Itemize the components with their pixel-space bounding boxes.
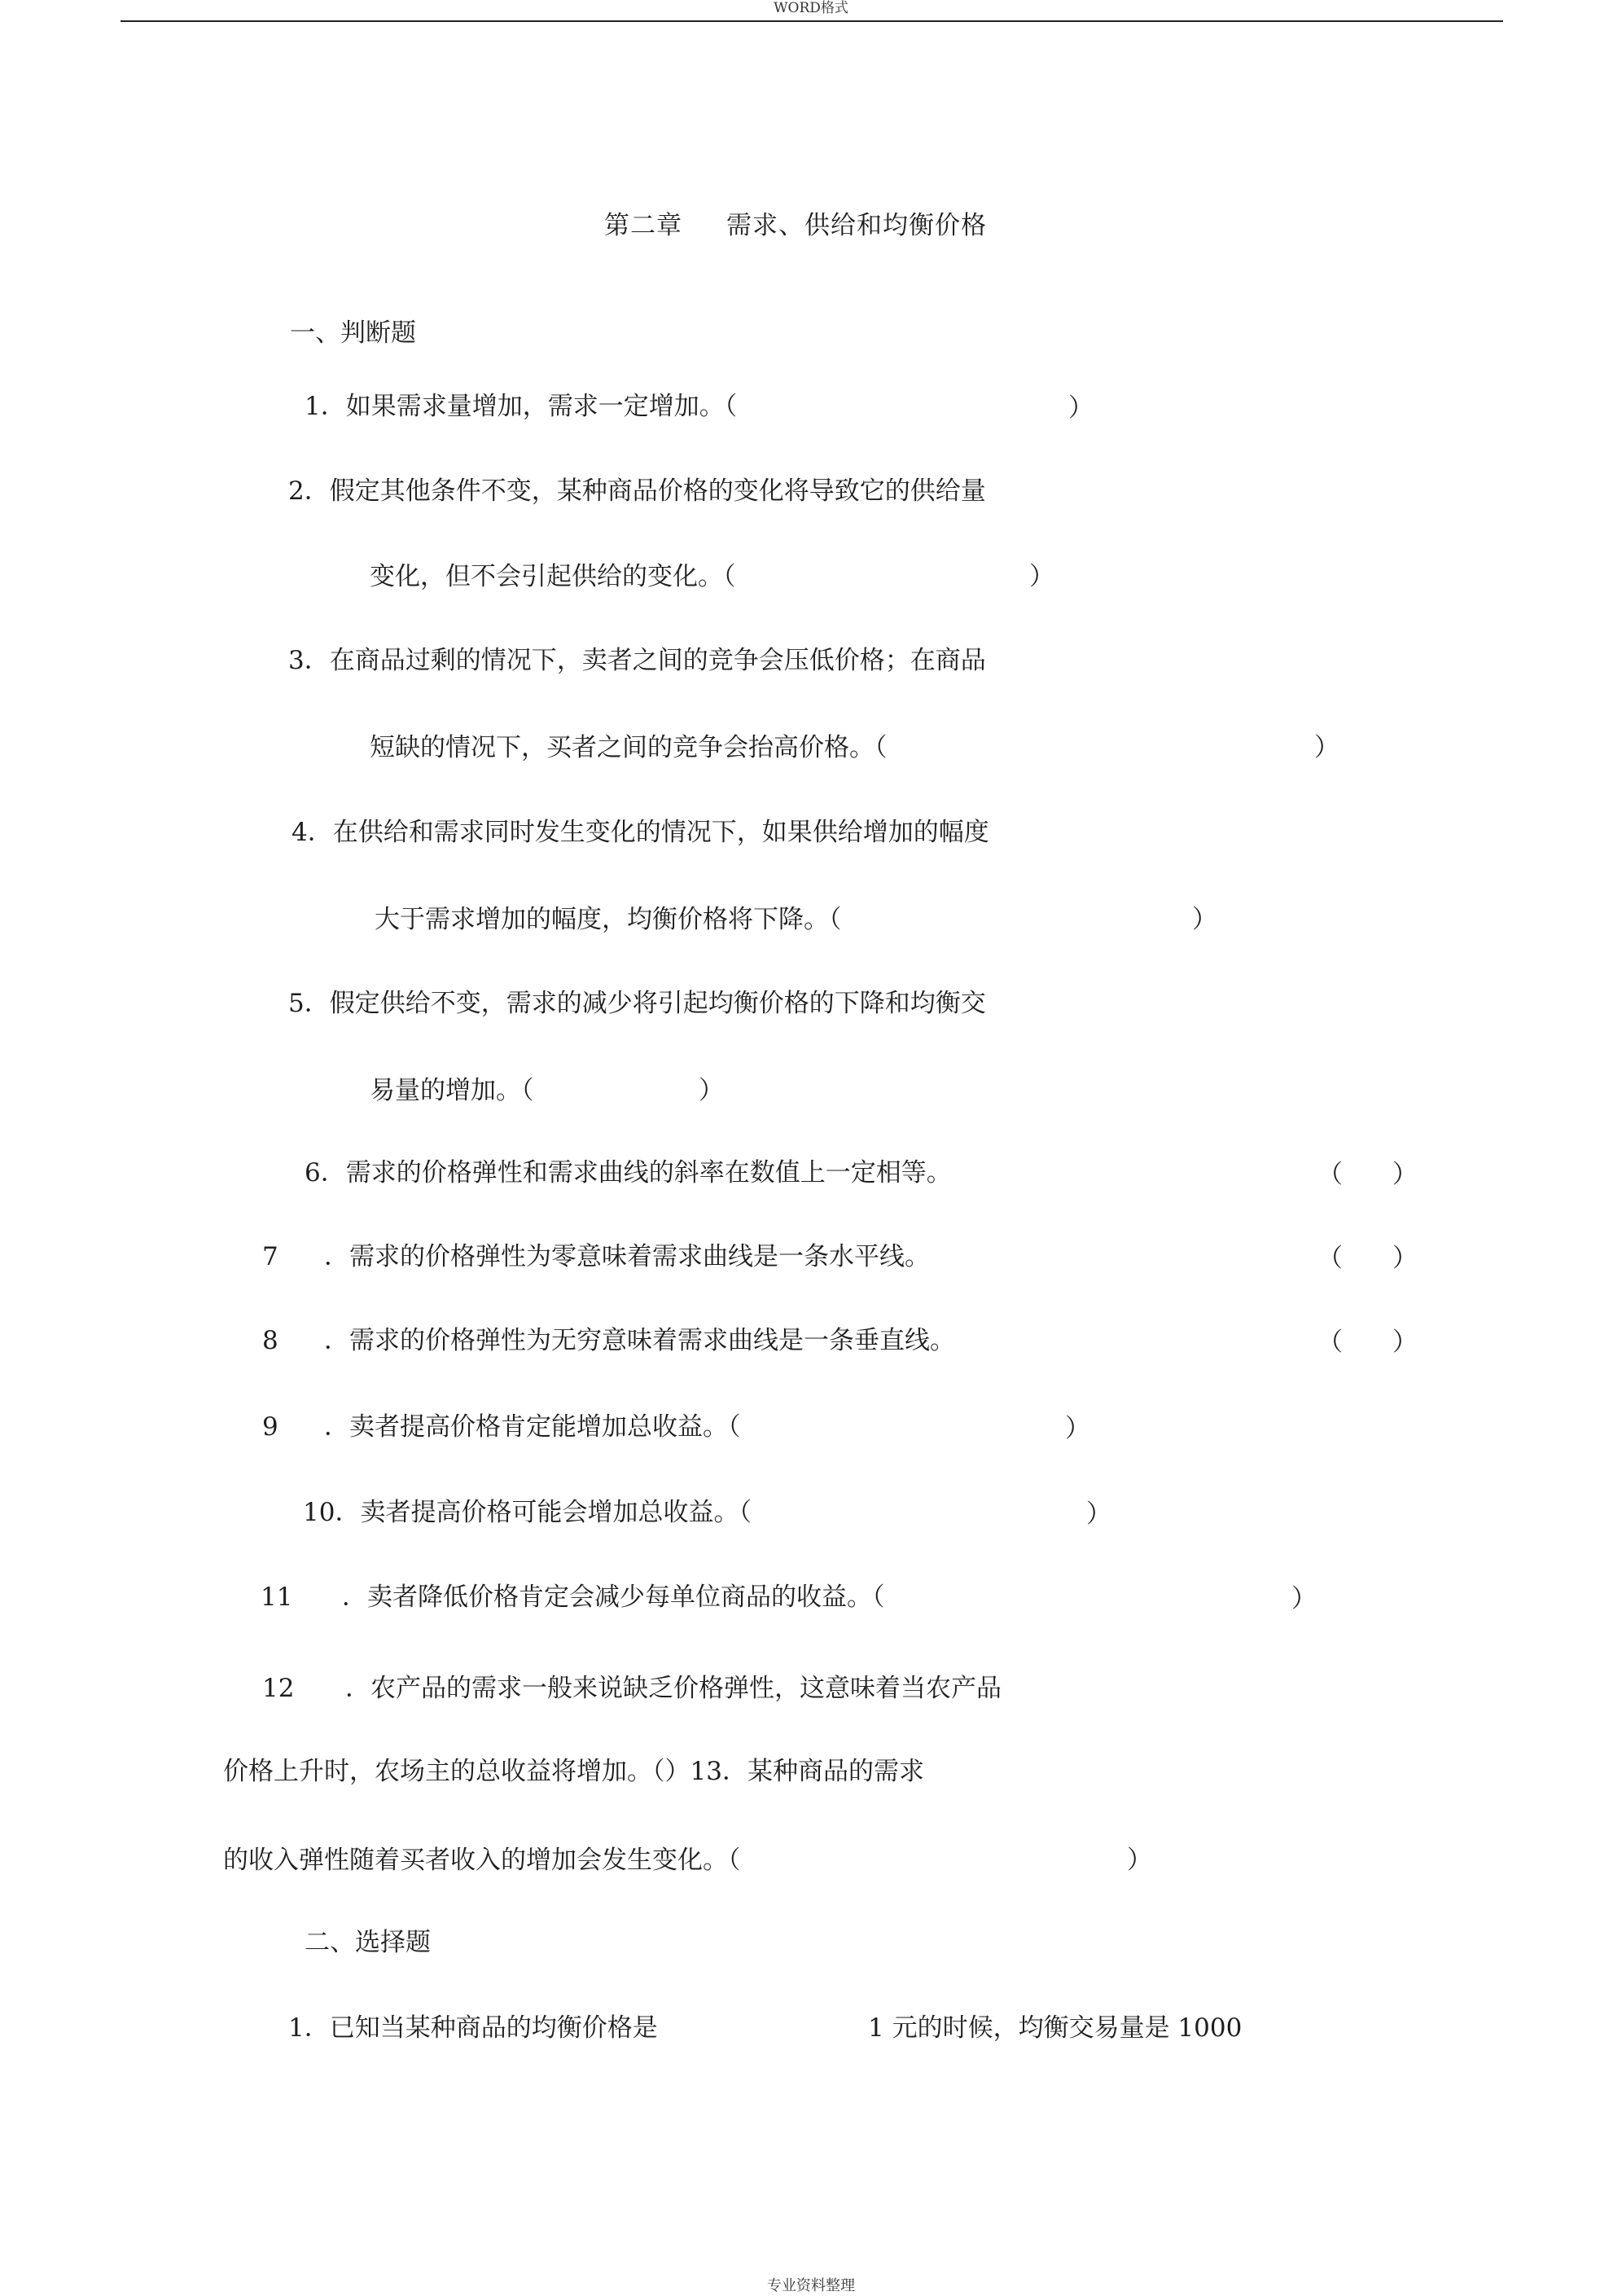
chapter-number: 第二章	[604, 211, 682, 240]
section-heading-choice: 二、选择题	[305, 1928, 431, 1957]
header-rule	[121, 20, 1503, 22]
question-5-line1: 5．假定供给不变，需求的减少将引起均衡价格的下降和均衡交	[288, 989, 986, 1018]
question-6-text: 6．需求的价格弹性和需求曲线的斜率在数值上一定相等。	[305, 1158, 952, 1188]
question-5-close: ）	[699, 1076, 724, 1105]
question-8-number: 8	[262, 1326, 278, 1355]
choice-question-1-part2: 1 元的时候，均衡交易量是 1000	[868, 2013, 1243, 2043]
question-1-close: ）	[1068, 393, 1094, 423]
question-12-line1: ．农产品的需求一般来说缺乏价格弹性，这意味着当农产品	[345, 1674, 1002, 1703]
question-4-line2: 大于需求增加的幅度，均衡价格将下降。（	[375, 905, 842, 934]
question-3-line2: 短缺的情况下，买者之间的竞争会抬高价格。（	[370, 733, 888, 762]
question-11-number: 11	[261, 1583, 293, 1612]
question-3-line1: 3．在商品过剩的情况下，卖者之间的竞争会压低价格；在商品	[288, 646, 986, 675]
question-3-close: ）	[1314, 733, 1339, 762]
question-4-line1: 4．在供给和需求同时发生变化的情况下，如果供给增加的幅度	[292, 818, 989, 847]
question-12-number: 12	[262, 1674, 295, 1703]
choice-question-1-part1: 1．已知当某种商品的均衡价格是	[288, 2013, 658, 2043]
question-7-text: ．需求的价格弹性为零意味着需求曲线是一条水平线。	[324, 1242, 930, 1271]
question-8-open: （	[1317, 1328, 1343, 1357]
chapter-title: 需求、供给和均衡价格	[726, 211, 987, 240]
question-7-open: （	[1317, 1244, 1343, 1273]
question-11-close: ）	[1291, 1584, 1317, 1613]
question-9-number: 9	[262, 1412, 278, 1442]
page-header-label: WORD格式	[774, 0, 848, 16]
question-9-close: ）	[1065, 1414, 1090, 1443]
question-8-close: ）	[1392, 1328, 1418, 1357]
page-footer-label: 专业资料整理	[767, 2277, 855, 2294]
section-heading-judgment: 一、判断题	[290, 318, 416, 348]
question-13-close: ）	[1127, 1846, 1152, 1875]
question-6-close: ）	[1392, 1160, 1418, 1189]
question-4-close: ）	[1192, 905, 1217, 934]
question-10-text: 10．卖者提高价格可能会增加总收益。（	[303, 1498, 752, 1527]
question-9-text: ．卖者提高价格肯定能增加总收益。（	[324, 1412, 741, 1442]
question-13-line: 的收入弹性随着买者收入的增加会发生变化。（	[223, 1846, 741, 1875]
question-8-text: ．需求的价格弹性为无穷意味着需求曲线是一条垂直线。	[324, 1326, 955, 1355]
question-12-line2: 价格上升时，农场主的总收益将增加。（）13．某种商品的需求	[223, 1757, 924, 1786]
question-7-close: ）	[1392, 1244, 1418, 1273]
question-2-close: ）	[1029, 562, 1054, 591]
question-7-number: 7	[262, 1242, 278, 1271]
question-1-text: 1．如果需求量增加，需求一定增加。（	[305, 392, 738, 421]
question-2-line1: 2．假定其他条件不变，某种商品价格的变化将导致它的供给量	[288, 476, 986, 506]
question-5-line2: 易量的增加。（	[370, 1076, 534, 1105]
question-6-open: （	[1317, 1160, 1343, 1189]
question-10-close: ）	[1086, 1499, 1111, 1529]
question-2-line2: 变化，但不会引起供给的变化。（	[370, 562, 736, 591]
question-11-text: ．卖者降低价格肯定会减少每单位商品的收益。（	[342, 1583, 885, 1612]
